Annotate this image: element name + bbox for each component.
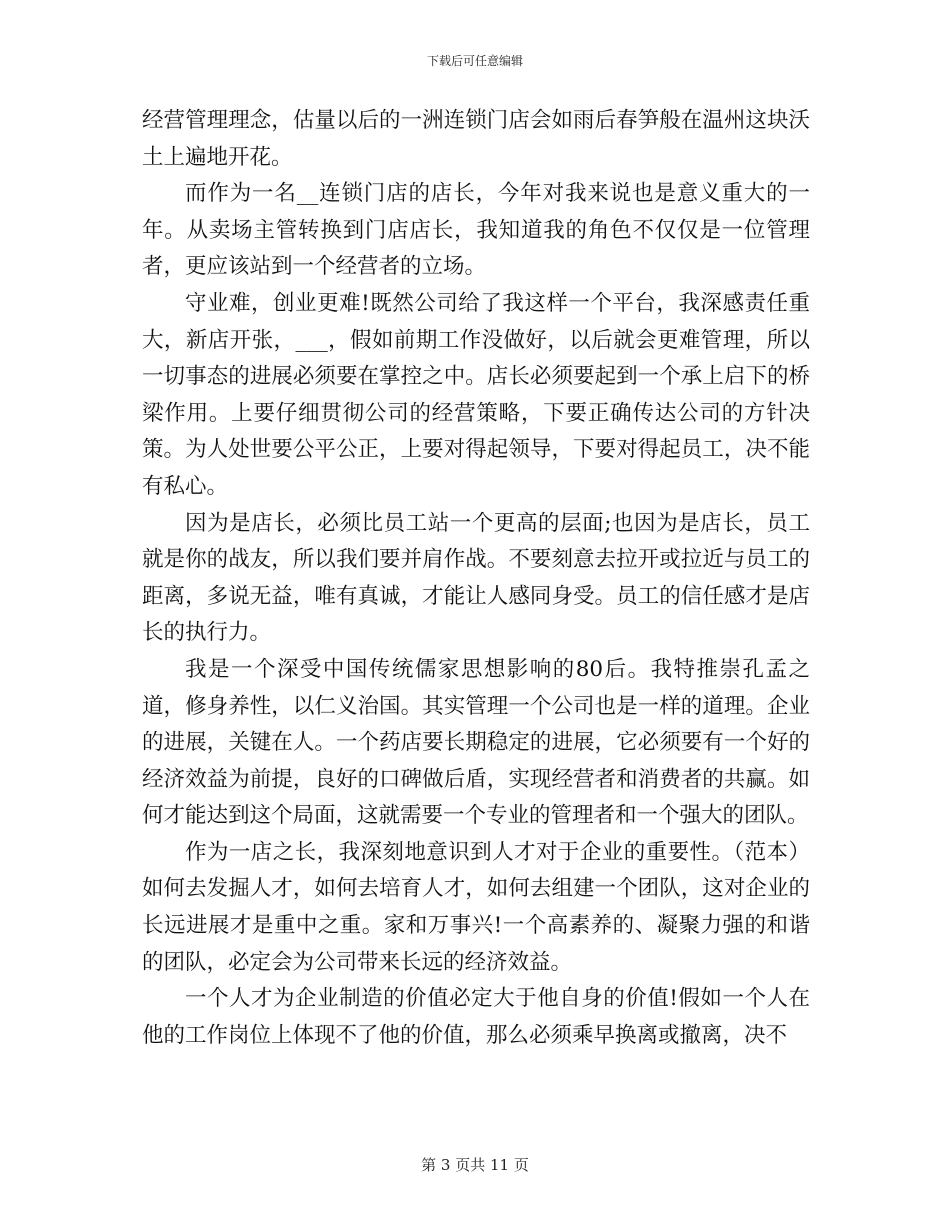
paragraph-2: 而作为一名__连锁门店的店长，今年对我来说也是意义重大的一年。从卖场主管转换到门店店长，我知道我的角色不仅仅是一位管理者，更应该站到一个经营者的立场。 xyxy=(142,181,810,280)
paragraph-5: 我是一个深受中国传统儒家思想影响的80后。我特推崇孔孟之道，修身养性，以仁义治国。其实管理一个公司也是一样的道理。企业的进展，关键在人。一个药店要长期稳定的进展，它必须要有一个好的经济效益为前提，良好的口碑做后盾，实现经营者和消费者的共赢。如何才能达到这个局面，这就需要一个专业的管理者和一个强大的团队。 xyxy=(142,656,810,829)
paragraph-3: 守业难，创业更难!既然公司给了我这样一个平台，我深感责任重大，新店开张，___，假如前期工作没做好，以后就会更难管理，所以一切事态的进展必须要在掌控之中。店长必须要起到一个承上启下的桥梁作用。上要仔细贯彻公司的经营策略，下要正确传达公司的方针决策。为人处世要公平公正，上要对得起领导，下要对得起员工，决不能有私心。 xyxy=(142,290,810,499)
page-header: 下载后可任意编辑 xyxy=(426,54,523,68)
document-body xyxy=(142,103,810,1054)
paragraph-1: 经营管理理念，估量以后的一洲连锁门店会如雨后春笋般在温州这块沃土上遍地开花。 xyxy=(142,108,810,170)
paragraph-6: 作为一店之长，我深刻地意识到人才对于企业的重要性。（范本）如何去发掘人才，如何去培育人才，如何去组建一个团队，这对企业的长远进展才是重中之重。家和万事兴!一个高素养的、凝聚力强的和谐的团队，必定会为公司带来长远的经济效益。 xyxy=(142,839,810,975)
paragraph-4: 因为是店长，必须比员工站一个更高的层面;也因为是店长，员工就是你的战友，所以我们要并肩作战。不要刻意去拉开或拉近与员工的距离，多说无益，唯有真诚，才能让人感同身受。员工的信任感才是店长的执行力。 xyxy=(142,510,810,646)
paragraph-7: 一个人才为企业制造的价值必定大于他自身的价值!假如一个人在他的工作岗位上体现不了他的价值，那么必须乘早换离或撤离，决不 xyxy=(142,986,810,1048)
page-number: 第 3 页共 11 页 xyxy=(421,1156,529,1174)
